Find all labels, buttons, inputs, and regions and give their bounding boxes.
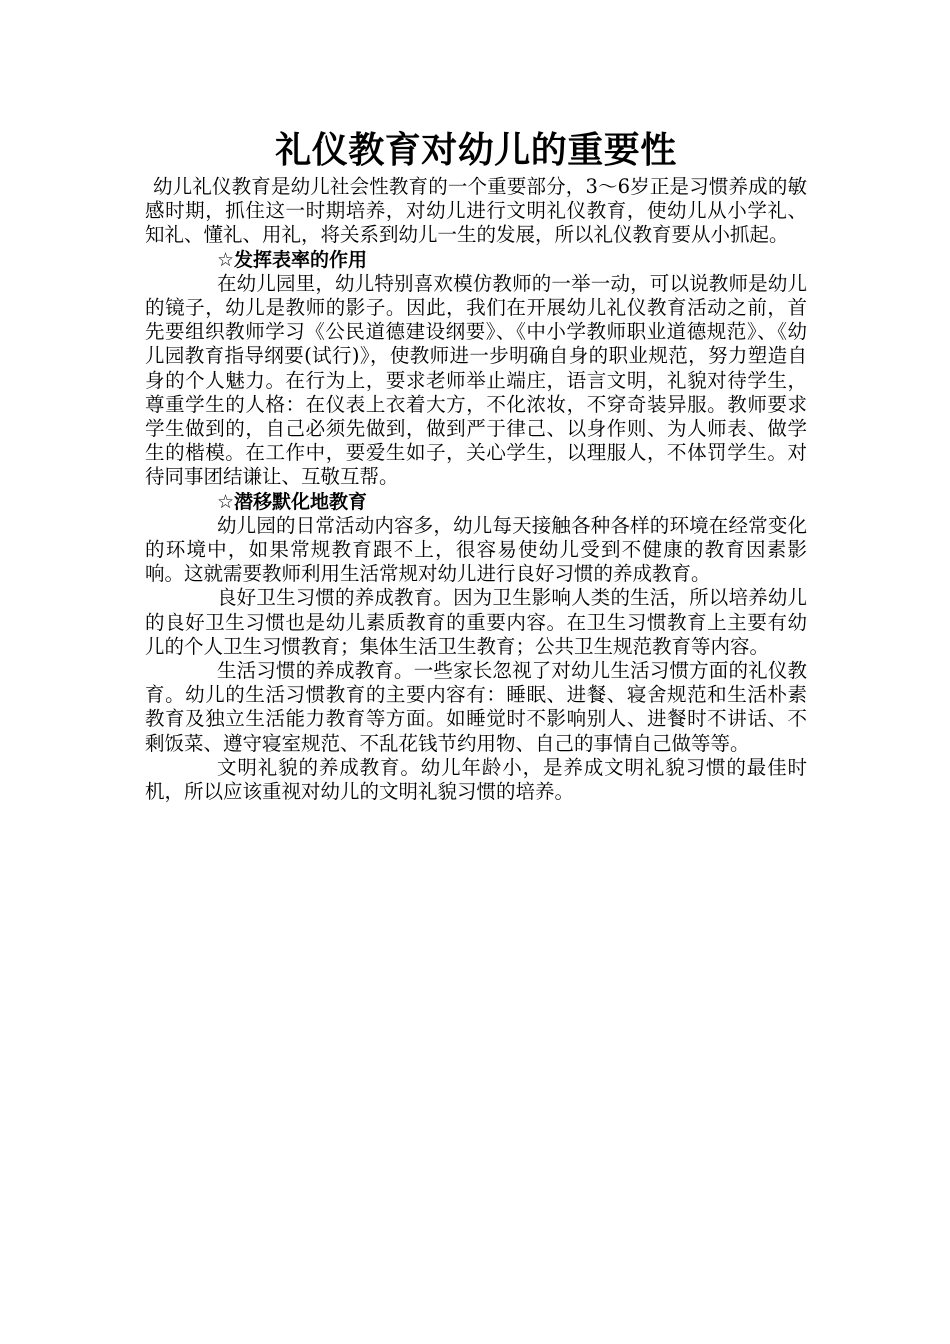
star-icon: ☆ bbox=[217, 490, 235, 513]
star-icon: ☆ bbox=[217, 248, 235, 271]
page-title: 礼仪教育对幼儿的重要性 bbox=[275, 130, 677, 171]
paragraph: 生活习惯的养成教育。一些家长忽视了对幼儿生活习惯方面的礼仪教育。幼儿的生活习惯教育的主要内容有：睡眠、进餐、寝舍规范和生活朴素教育及独立生活能力教育等方面。如睡觉时不影响别人、进餐时不讲话、不剩饭菜、遵守寝室规范、不乱花钱节约用物、自己的事情自己做等等。 bbox=[145, 659, 807, 755]
section-heading-text: 发挥表率的作用 bbox=[234, 248, 368, 271]
paragraph: 幼儿园的日常活动内容多，幼儿每天接触各种各样的环境在经常变化的环境中，如果常规教育跟不上，很容易使幼儿受到不健康的教育因素影响。这就需要教师利用生活常规对幼儿进行良好习惯的养成教育。 bbox=[145, 513, 807, 586]
paragraph: 在幼儿园里，幼儿特别喜欢模仿教师的一举一动，可以说教师是幼儿的镜子，幼儿是教师的影子。因此，我们在开展幼儿礼仪教育活动之前，首先要组织教师学习《公民道德建设纲要》、《中小学教师职业道德规范》、《幼儿园教育指导纲要(试行)》，使教师进一步明确自身的职业规范，努力塑造自身的个人魅力。在行为上，要求老师举止端庄，语言文明，礼貌对待学生，尊重学生的人格：在仪表上衣着大方，不化浓妆，不穿奇装异服。教师要求学生做到的，自己必须先做到，做到严于律己、以身作则、为人师表、做学生的楷模。在工作中，要爱生如子，关心学生，以理服人，不体罚学生。对待同事团结谦让、互敬互帮。 bbox=[145, 271, 807, 489]
section-heading-role-model bbox=[145, 248, 807, 272]
intro-paragraph: 幼儿礼仪教育是幼儿社会性教育的一个重要部分，3～6岁正是习惯养成的敏感时期，抓住这一时期培养，对幼儿进行文明礼仪教育，使幼儿从小学礼、知礼、懂礼、用礼，将关系到幼儿一生的发展，所以礼仪教育要从小抓起。 bbox=[145, 175, 807, 247]
section-heading-subtle-education bbox=[145, 490, 807, 514]
paragraph: 文明礼貌的养成教育。幼儿年龄小，是养成文明礼貌习惯的最佳时机，所以应该重视对幼儿的文明礼貌习惯的培养。 bbox=[145, 755, 807, 804]
section-heading-text: 潜移默化地教育 bbox=[234, 490, 368, 513]
paragraph: 良好卫生习惯的养成教育。因为卫生影响人类的生活，所以培养幼儿的良好卫生习惯也是幼儿素质教育的重要内容。在卫生习惯教育上主要有幼儿的个人卫生习惯教育；集体生活卫生教育；公共卫生规范教育等内容。 bbox=[145, 586, 807, 658]
document-body bbox=[145, 127, 807, 804]
